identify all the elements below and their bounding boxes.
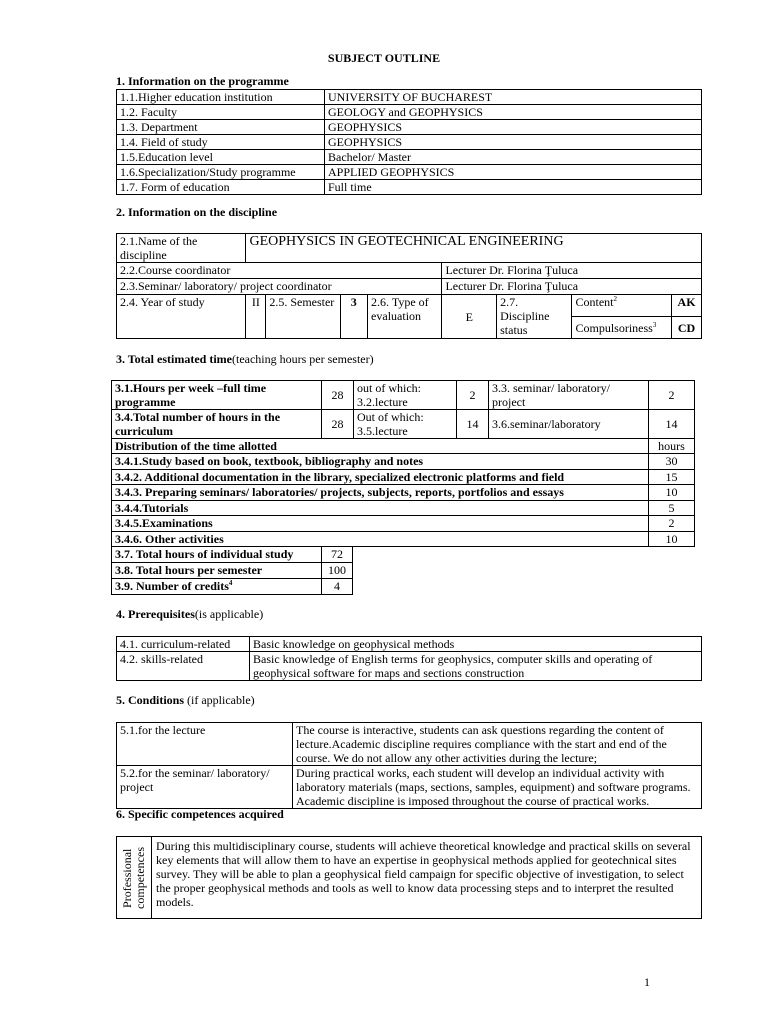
hours-per-week-label: 3.1.Hours per week –full time programme — [112, 381, 322, 410]
total-hours-curriculum-value: 28 — [322, 410, 354, 439]
distribution-item-label: 3.4.6. Other activities — [112, 531, 649, 547]
year-label: 2.4. Year of study — [117, 295, 246, 339]
course-coordinator-label: 2.2.Course coordinator — [117, 263, 442, 279]
distribution-item-hours: 30 — [649, 454, 695, 470]
discipline-name-value: GEOPHYSICS IN GEOTECHNICAL ENGINEERING — [246, 234, 702, 263]
seminar-coordinator-label: 2.3.Seminar/ laboratory/ project coordinator — [117, 279, 442, 295]
content-value: AK — [672, 295, 702, 317]
distribution-item-label: 3.4.5.Examinations — [112, 516, 649, 532]
distribution-item-hours: 5 — [649, 500, 695, 516]
section-5-heading: 5. Conditions (if applicable) — [116, 693, 255, 707]
seminar-total-label: 3.6.seminar/laboratory — [489, 410, 649, 439]
table-row — [117, 165, 702, 180]
total-value: 100 — [322, 563, 353, 579]
distribution-item-label: 3.4.3. Preparing seminars/ laboratories/ projects, subjects, reports, portfolios and essays — [112, 485, 649, 501]
seminar-per-week-value: 2 — [649, 381, 695, 410]
total-value: 4 — [322, 579, 353, 595]
page-number: 1 — [644, 975, 650, 989]
table-row — [117, 652, 702, 681]
section-4-heading: 4. Prerequisites(is applicable) — [116, 607, 264, 621]
discipline-name-label: 2.1.Name of the discipline — [117, 234, 246, 263]
programme-field-value: Bachelor/ Master — [325, 150, 702, 165]
section-1-heading: 1. Information on the programme — [116, 74, 289, 88]
totals-table — [111, 546, 353, 595]
seminar-coordinator-value: Lecturer Dr. Florina Ţuluca — [442, 279, 702, 295]
table-row — [117, 180, 702, 195]
table-row — [112, 454, 695, 470]
programme-field-value: GEOPHYSICS — [325, 135, 702, 150]
total-hours-curriculum-label: 3.4.Total number of hours in the curriculum — [112, 410, 322, 439]
total-value: 72 — [322, 547, 353, 563]
condition-label: 5.1.for the lecture — [117, 723, 293, 766]
distribution-unit: hours — [649, 439, 695, 454]
table-row — [112, 547, 353, 563]
distribution-label: Distribution of the time allotted — [112, 439, 649, 454]
compulsoriness-value: CD — [672, 317, 702, 339]
content-label: Content$^2$ — [572, 295, 672, 317]
table-row — [112, 500, 695, 516]
condition-label: 5.2.for the seminar/ laboratory/ project — [117, 766, 293, 809]
lecture-per-week-value: 2 — [457, 381, 489, 410]
table-row — [112, 531, 695, 547]
distribution-item-hours: 2 — [649, 516, 695, 532]
programme-field-value: UNIVERSITY OF BUCHAREST — [325, 90, 702, 105]
evaluation-label: 2.6. Type of evaluation — [368, 295, 442, 339]
lecture-total-label: Out of which: 3.5.lecture — [354, 410, 457, 439]
programme-field-value: GEOLOGY and GEOPHYSICS — [325, 105, 702, 120]
total-label: 3.8. Total hours per semester — [112, 563, 322, 579]
programme-field-label: 1.5.Education level — [117, 150, 325, 165]
programme-table — [116, 89, 702, 195]
table-row — [112, 563, 353, 579]
discipline-table — [116, 233, 702, 339]
section-6-heading: 6. Specific competences acquired — [116, 807, 284, 821]
competences-table — [116, 836, 702, 919]
prerequisites-table — [116, 636, 702, 681]
table-row — [117, 150, 702, 165]
condition-value: During practical works, each student will develop an individual activity with laboratory materials (maps, sections, samples, equipment) and software programs. Academic discipline is imposed throughout the course of practical works. — [293, 766, 702, 809]
programme-field-value: GEOPHYSICS — [325, 120, 702, 135]
total-label: 3.7. Total hours of individual study — [112, 547, 322, 563]
table-row — [112, 579, 353, 595]
year-value: II — [246, 295, 266, 339]
course-coordinator-value: Lecturer Dr. Florina Ţuluca — [442, 263, 702, 279]
section-2-heading: 2. Information on the discipline — [116, 205, 278, 219]
lecture-per-week-label: out of which: 3.2.lecture — [354, 381, 457, 410]
programme-field-label: 1.4. Field of study — [117, 135, 325, 150]
programme-field-label: 1.3. Department — [117, 120, 325, 135]
programme-field-label: 1.6.Specialization/Study programme — [117, 165, 325, 180]
professional-competences-label-cell — [117, 837, 152, 919]
distribution-item-label: 3.4.2. Additional documentation in the library, specialized electronic platforms and field — [112, 469, 649, 485]
table-row — [112, 485, 695, 501]
table-row — [112, 516, 695, 532]
compulsoriness-label: Compulsoriness$^3$ — [572, 317, 672, 339]
prerequisite-value: Basic knowledge of English terms for geophysics, computer skills and operating of geophysical software for maps and sections construction — [250, 652, 702, 681]
condition-value: The course is interactive, students can ask questions regarding the content of lecture.Academic discipline requires compliance with the start and end of the course. We do not allow any other activities during the lecture; — [293, 723, 702, 766]
prerequisite-label: 4.2. skills-related — [117, 652, 250, 681]
prerequisite-label: 4.1. curriculum-related — [117, 637, 250, 652]
professional-competences-label: Professional competences — [120, 846, 147, 909]
programme-field-value: APPLIED GEOPHYSICS — [325, 165, 702, 180]
semester-label: 2.5. Semester — [266, 295, 340, 339]
semester-value: 3 — [340, 295, 368, 339]
time-table — [111, 380, 695, 547]
evaluation-value: E — [442, 295, 497, 339]
distribution-item-hours: 10 — [649, 485, 695, 501]
conditions-table — [116, 722, 702, 809]
prerequisite-value: Basic knowledge on geophysical methods — [250, 637, 702, 652]
section-3-heading: 3. Total estimated time(teaching hours per semester) — [116, 352, 374, 366]
programme-field-label: 1.7. Form of education — [117, 180, 325, 195]
table-row — [117, 766, 702, 809]
seminar-total-value: 14 — [649, 410, 695, 439]
programme-field-value: Full time — [325, 180, 702, 195]
professional-competences-text: During this multidisciplinary course, students will achieve theoretical knowledge and practical skills on several key elements that will allow them to have an expertise in geophysical methods applied for geotechnical sites survey. They will be able to plan a geophysical field campaign for specific objective of investigation, to select the proper geophysical methods and tools as well to know data processing steps and to interpret the resulted models. — [152, 837, 702, 919]
total-label: 3.9. Number of credits$^4$ — [112, 579, 322, 595]
discipline-status-label: 2.7. Discipline status — [497, 295, 572, 339]
table-row — [117, 637, 702, 652]
hours-per-week-value: 28 — [322, 381, 354, 410]
table-row — [117, 90, 702, 105]
programme-field-label: 1.1.Higher education institution — [117, 90, 325, 105]
table-row — [117, 723, 702, 766]
distribution-item-label: 3.4.1.Study based on book, textbook, bibliography and notes — [112, 454, 649, 470]
programme-field-label: 1.2. Faculty — [117, 105, 325, 120]
distribution-item-hours: 10 — [649, 531, 695, 547]
lecture-total-value: 14 — [457, 410, 489, 439]
table-row — [117, 120, 702, 135]
distribution-item-label: 3.4.4.Tutorials — [112, 500, 649, 516]
table-row — [117, 105, 702, 120]
table-row — [117, 135, 702, 150]
page-title: SUBJECT OUTLINE — [327, 51, 441, 65]
distribution-item-hours: 15 — [649, 469, 695, 485]
seminar-per-week-label: 3.3. seminar/ laboratory/ project — [489, 381, 649, 410]
table-row — [112, 469, 695, 485]
